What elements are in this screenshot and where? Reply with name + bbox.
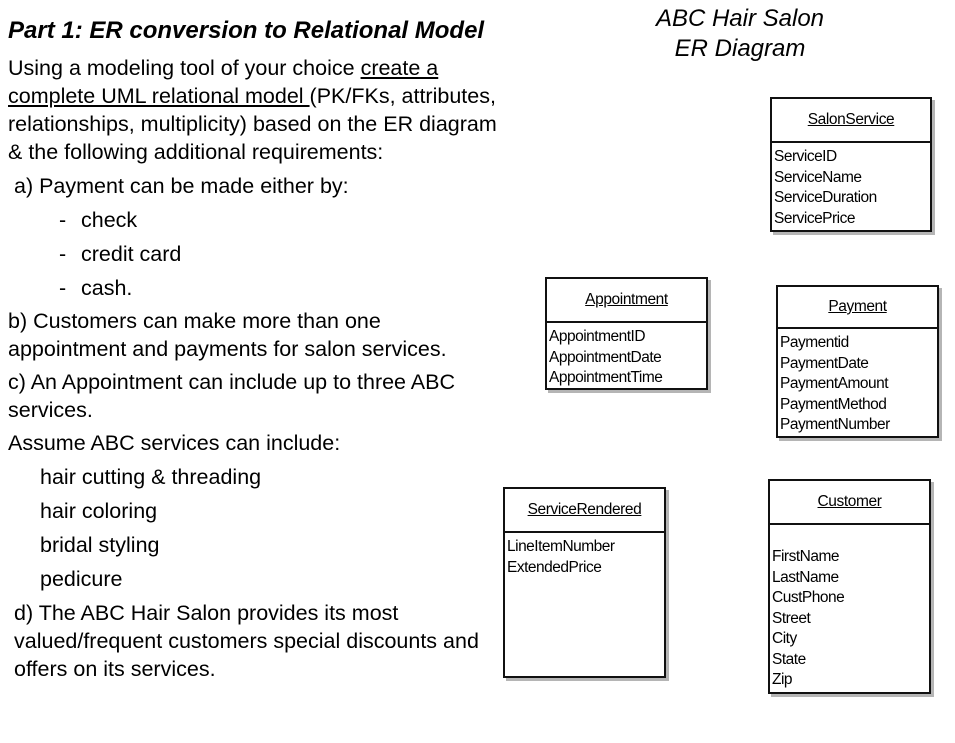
entity-attribute: PaymentAmount bbox=[780, 375, 889, 392]
entity-attribute: ServiceID bbox=[774, 148, 837, 165]
entity-customer bbox=[768, 479, 931, 694]
service-item: hair coloring bbox=[40, 499, 158, 523]
requirement-b: b) Customers can make more than one appointment and payments for salon services. bbox=[8, 309, 447, 361]
entity-attribute: FirstName bbox=[772, 548, 839, 565]
diagram-title-line2: ER Diagram bbox=[674, 35, 806, 62]
entity-attributes bbox=[778, 329, 937, 436]
entity-name: Customer bbox=[770, 481, 929, 525]
intro-text-start: Using a modeling tool of your choice bbox=[8, 56, 361, 80]
entity-attribute: PaymentMethod bbox=[780, 395, 887, 413]
entity-attribute: LineItemNumber bbox=[507, 538, 615, 555]
requirement-a: a) Payment can be made either by: bbox=[14, 174, 349, 198]
requirements-panel bbox=[8, 16, 498, 683]
entity-payment bbox=[776, 285, 939, 438]
entity-appointment bbox=[545, 277, 708, 390]
entity-attribute: ServiceDuration bbox=[774, 189, 877, 206]
service-item: pedicure bbox=[40, 567, 123, 591]
entity-service-rendered bbox=[503, 487, 666, 678]
requirement-c: c) An Appointment can include up to three ABC services. bbox=[8, 370, 456, 422]
service-item: bridal styling bbox=[40, 533, 160, 557]
diagram-title-line1: ABC Hair Salon bbox=[655, 5, 825, 32]
entity-attribute: PaymentNumber bbox=[780, 416, 890, 433]
payment-option-cash: - cash. bbox=[59, 276, 133, 300]
entity-name: ServiceRendered bbox=[505, 489, 664, 533]
entity-attributes bbox=[505, 533, 664, 578]
entity-attribute: ServicePrice bbox=[774, 209, 855, 227]
entity-attribute: CustPhone bbox=[772, 589, 845, 606]
entity-attribute: PaymentDate bbox=[780, 354, 869, 372]
intro-text-end: (PK/FKs, attributes, relationships, multiplicity) based on the ER diagram & the following additional requirements: bbox=[8, 84, 497, 164]
intro-underlined-text: create a complete UML relational model bbox=[8, 56, 439, 108]
entity-attribute: ExtendedPrice bbox=[507, 558, 602, 576]
entity-attribute: AppointmentID bbox=[549, 328, 646, 345]
payment-option-credit-card: - credit card bbox=[59, 242, 182, 266]
entity-attribute: ServiceName bbox=[774, 168, 862, 186]
entity-salon-service bbox=[770, 97, 932, 232]
entity-attribute: AppointmentDate bbox=[549, 348, 662, 366]
entity-name: Appointment bbox=[547, 279, 706, 323]
entity-attribute: State bbox=[772, 650, 806, 668]
entity-attribute: City bbox=[772, 630, 797, 647]
entity-attributes bbox=[772, 143, 930, 229]
entity-attributes bbox=[547, 323, 706, 389]
entity-attribute: Zip bbox=[772, 671, 793, 688]
entity-attributes bbox=[770, 525, 929, 691]
diagram-title bbox=[620, 4, 860, 64]
entity-name: Payment bbox=[778, 287, 937, 329]
entity-attribute: Paymentid bbox=[780, 334, 849, 351]
assume-services: Assume ABC services can include: bbox=[8, 431, 341, 455]
intro-paragraph bbox=[8, 54, 498, 166]
entity-name: SalonService bbox=[772, 99, 930, 143]
entity-attribute: LastName bbox=[772, 568, 839, 586]
payment-option-check: - check bbox=[59, 208, 138, 232]
service-item: hair cutting & threading bbox=[40, 465, 262, 489]
requirement-d: d) The ABC Hair Salon provides its most valued/frequent customers special discounts and offers on its services. bbox=[14, 601, 479, 681]
entity-attribute: Street bbox=[772, 609, 811, 627]
page-heading: Part 1: ER conversion to Relational Model bbox=[8, 17, 485, 44]
entity-attribute: AppointmentTime bbox=[549, 369, 663, 386]
